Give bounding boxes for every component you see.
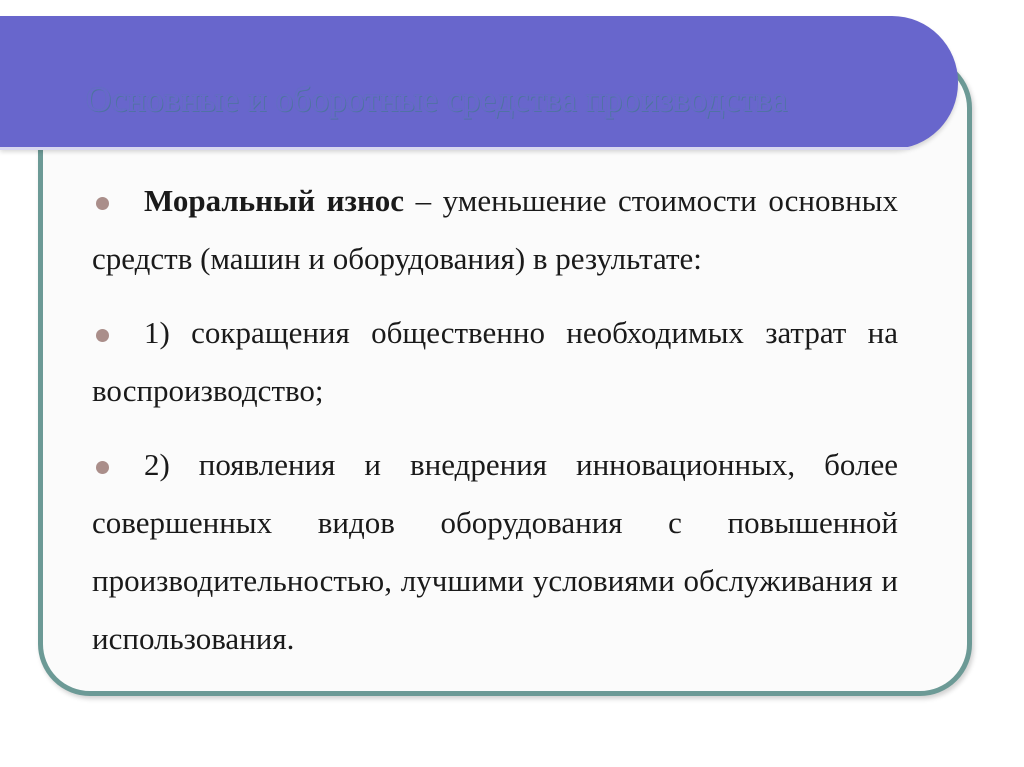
title-underline [0, 147, 910, 150]
slide-title: Основные и оборотные средства производства [86, 80, 788, 119]
bullet-dot-icon [96, 329, 109, 342]
bullet-item [92, 172, 898, 288]
bullet-text: 2) появления и внедрения инновационных, более совершенных видов оборудования с повышенной производительностью, лучшими условиями обслуживания и использования. [92, 447, 898, 656]
bullet-text: – уменьшение стоимости основных средств (машин и оборудования) в результате: [92, 183, 899, 276]
bullet-dot-icon [96, 461, 109, 474]
bullet-term: Моральный износ [144, 183, 405, 218]
bullet-text: 1) сокращения общественно необходимых затрат на воспроизводство; [92, 315, 898, 408]
bullet-dot-icon [96, 197, 109, 210]
bullet-item [92, 304, 898, 420]
bullet-item [92, 436, 898, 668]
slide-content [92, 172, 898, 684]
